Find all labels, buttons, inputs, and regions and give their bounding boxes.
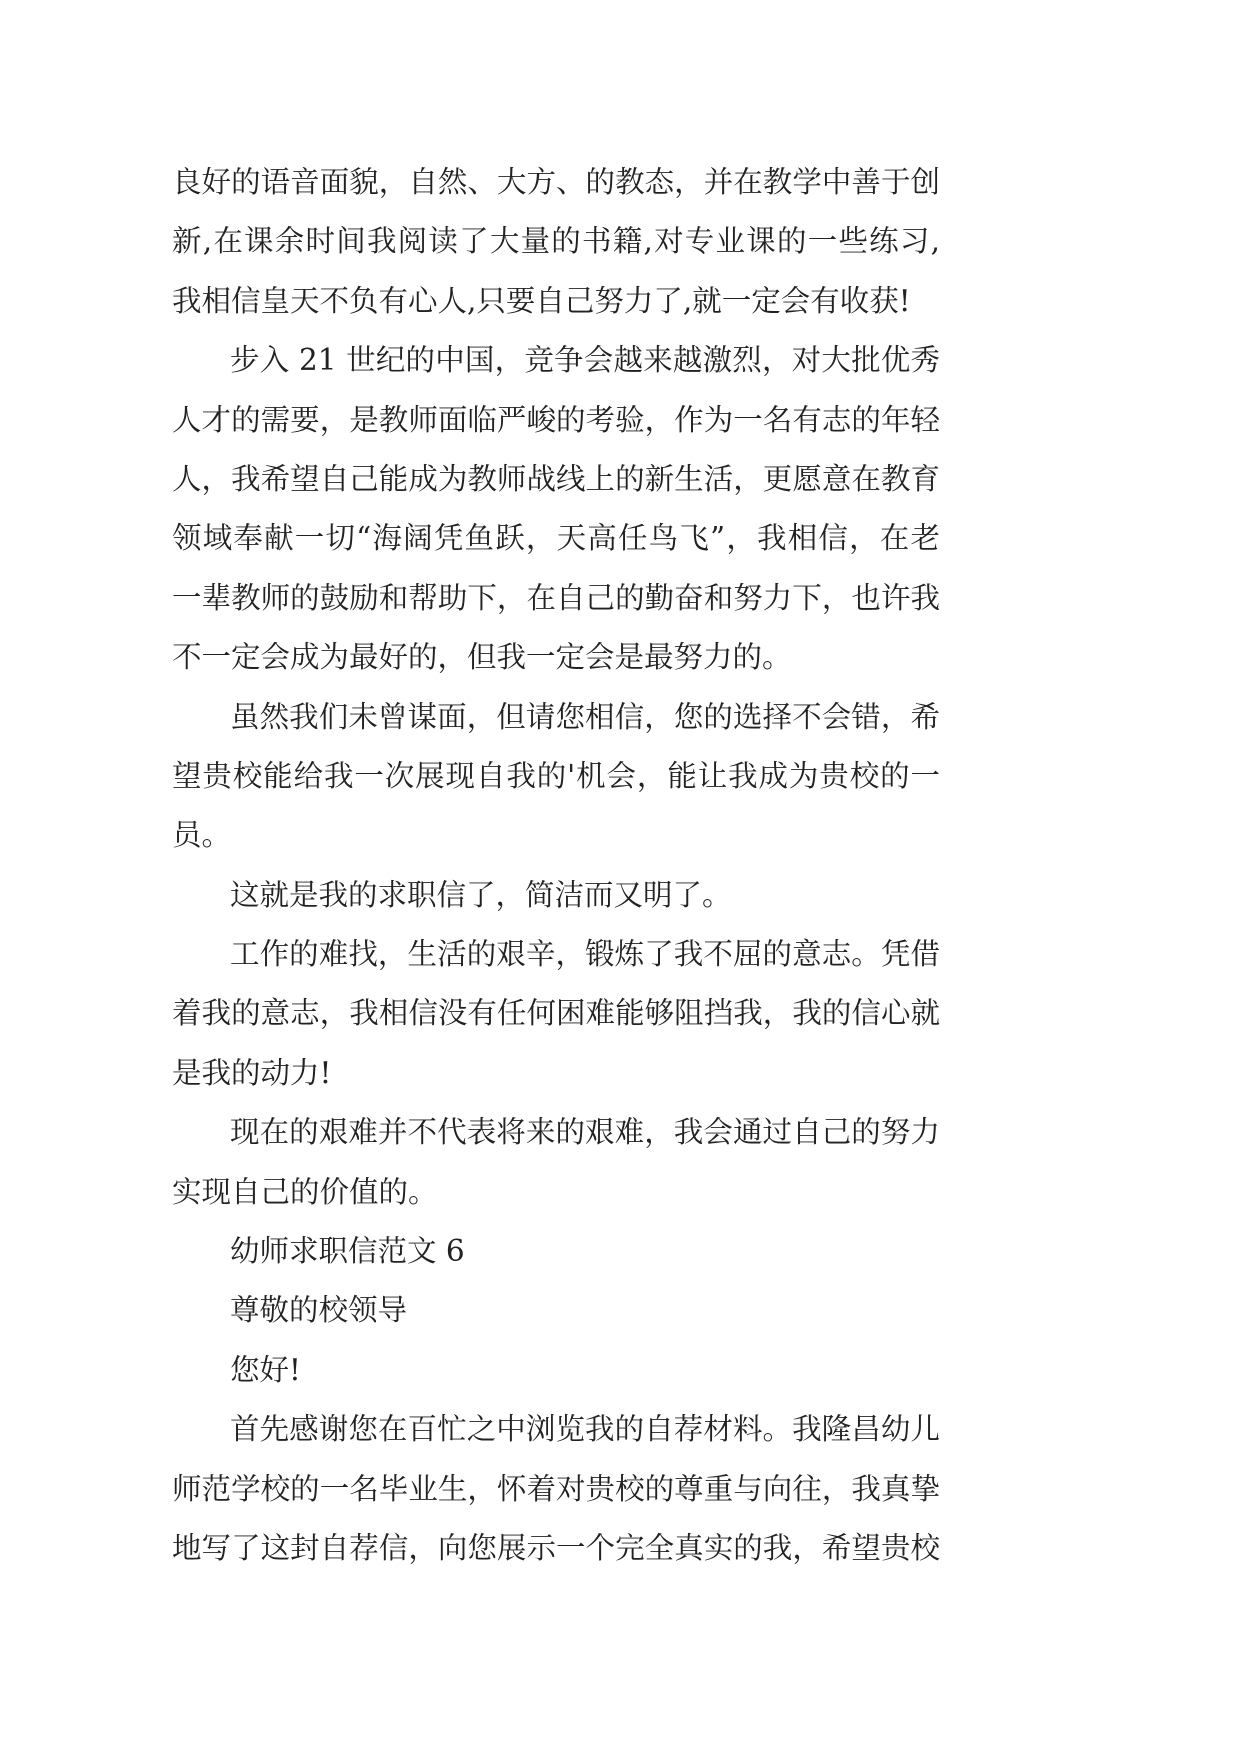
text-line: 一辈教师的鼓励和帮助下，在自己的勤奋和努力下，也许我 xyxy=(172,580,940,615)
text-line: 良好的语音面貌，自然、大方、的教态，并在教学中善于创 xyxy=(172,165,940,199)
text-line: 员。 xyxy=(172,818,232,853)
text-line: 步入 21 世纪的中国，竞争会越来越激烈，对大批优秀 xyxy=(230,343,940,378)
text-line: 首先感谢您在百忙之中浏览我的自荐材料。我隆昌幼儿 xyxy=(230,1412,940,1447)
text-line: 地写了这封自荐信，向您展示一个完全真实的我，希望贵校 xyxy=(172,1530,940,1565)
text-line: 是我的动力! xyxy=(172,1055,332,1090)
text-line: 人才的需要，是教师面临严峻的考验，作为一名有志的年轻 xyxy=(172,402,940,437)
paragraph xyxy=(172,1341,940,1400)
text-line: 望贵校能给我一次展现自我的'机会，能让我成为贵校的一 xyxy=(172,758,940,793)
text-line: 尊敬的校领导 xyxy=(230,1293,408,1328)
paragraph xyxy=(172,1281,940,1340)
text-line: 领域奉献一切“海阔凭鱼跃，天高任鸟飞”，我相信，在老 xyxy=(172,521,940,556)
text-line: 幼师求职信范文 6 xyxy=(230,1234,465,1269)
text-line: 新,在课余时间我阅读了大量的书籍,对专业课的一些练习, xyxy=(172,224,940,259)
text-line: 着我的意志，我相信没有任何困难能够阻挡我，我的信心就 xyxy=(172,996,940,1031)
text-line: 不一定会成为最好的，但我一定会是最努力的。 xyxy=(172,640,792,675)
text-line: 虽然我们未曾谋面，但请您相信，您的选择不会错，希 xyxy=(230,699,940,734)
text-line: 实现自己的价值的。 xyxy=(172,1174,438,1209)
paragraph xyxy=(172,925,940,1103)
paragraph xyxy=(172,1222,940,1281)
paragraph xyxy=(172,688,940,866)
text-line: 师范学校的一名毕业生，怀着对贵校的尊重与向往，我真挚 xyxy=(172,1471,940,1506)
paragraph xyxy=(172,331,940,687)
text-line: 这就是我的求职信了，简洁而又明了。 xyxy=(230,877,732,912)
paragraph xyxy=(172,1400,940,1578)
paragraph xyxy=(172,1103,940,1222)
text-line: 现在的艰难并不代表将来的艰难，我会通过自己的努力 xyxy=(230,1115,940,1150)
text-line: 我相信皇天不负有心人,只要自己努力了,就一定会有收获! xyxy=(172,283,911,318)
text-line: 人，我希望自己能成为教师战线上的新生活，更愿意在教育 xyxy=(172,461,940,496)
text-line: 工作的难找，生活的艰辛，锻炼了我不屈的意志。凭借 xyxy=(230,937,940,972)
text-block xyxy=(172,153,940,1578)
text-line: 您好! xyxy=(230,1352,301,1387)
paragraph xyxy=(172,866,940,925)
paragraph xyxy=(172,153,940,331)
